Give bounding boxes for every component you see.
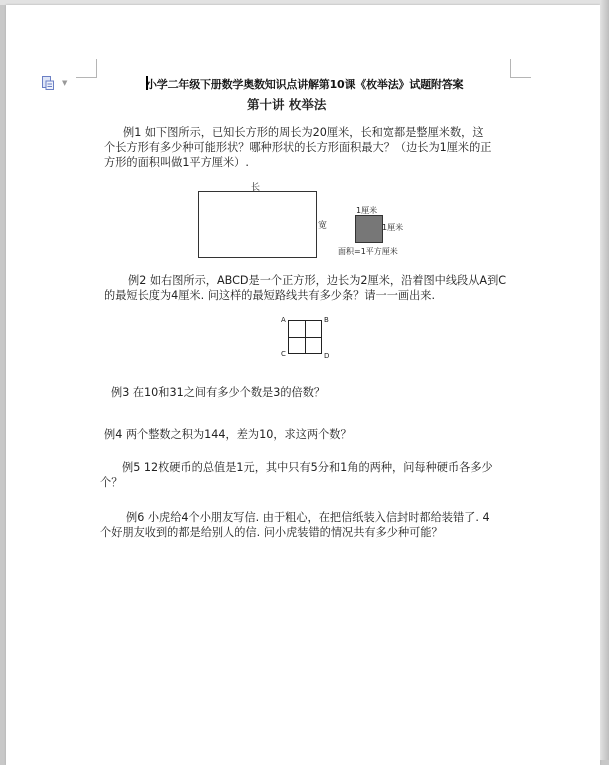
problem-1-line-1: 例1 如下图所示，已知长方形的周长为20厘米，长和宽都是整厘米数，这 xyxy=(123,126,484,139)
vertical-scrollbar-track[interactable] xyxy=(600,0,609,760)
chevron-down-icon[interactable]: ▼ xyxy=(62,79,68,87)
width-label: 宽 xyxy=(318,221,328,231)
point-c-label: C xyxy=(281,350,286,358)
problem-6-line-1: 例6 小虎给4个小朋友写信. 由于粗心，在把信纸装入信封时都给装错了. 4 xyxy=(126,511,490,524)
document-title: 小学二年级下册数学奥数知识点讲解第10课《枚举法》试题附答案 xyxy=(146,78,464,91)
problem-6-line-2: 个好朋友收到的都是给别人的信. 问小虎装错的情况共有多少种可能？ xyxy=(100,526,443,539)
margin-corner-top-left xyxy=(76,59,97,78)
rectangle-figure xyxy=(198,191,317,258)
point-d-label: D xyxy=(324,352,330,360)
problem-3-line-1: 例3 在10和31之间有多少个数是3的倍数？ xyxy=(111,386,326,399)
problem-5-line-1: 例5 12枚硬币的总值是1元，其中只有5分和1角的两种，问每种硬币各多少 xyxy=(122,461,493,474)
point-a-label: A xyxy=(281,316,286,324)
unit-square-figure xyxy=(355,215,383,243)
paste-options-icon[interactable] xyxy=(42,76,54,90)
problem-1-line-3: 方形的面积叫做1平方厘米）. xyxy=(104,156,249,169)
problem-2-line-2: 的最短长度为4厘米. 问这样的最短路线共有多少条？请一一画出来. xyxy=(104,289,436,302)
length-label: 长 xyxy=(251,183,261,193)
problem-2-line-1: 例2 如右图所示，ABCD是一个正方形，边长为2厘米，沿着图中线段从A到C xyxy=(128,274,507,287)
point-b-label: B xyxy=(324,316,329,324)
lesson-heading: 第十讲 枚举法 xyxy=(247,97,327,112)
problem-5-line-2: 个？ xyxy=(100,476,123,489)
unit-side-label: 1厘米 xyxy=(382,223,404,232)
problem-1-line-2: 个长方形有多少种可能形状？哪种形状的长方形面积最大？（边长为1厘米的正 xyxy=(104,141,492,154)
area-label: 面积=1平方厘米 xyxy=(338,247,398,256)
problem-4-line-1: 例4 两个整数之积为144，差为10，求这两个数？ xyxy=(104,428,352,441)
unit-top-label: 1厘米 xyxy=(356,206,378,215)
margin-corner-top-right xyxy=(510,59,531,78)
square-grid-figure xyxy=(288,320,322,354)
